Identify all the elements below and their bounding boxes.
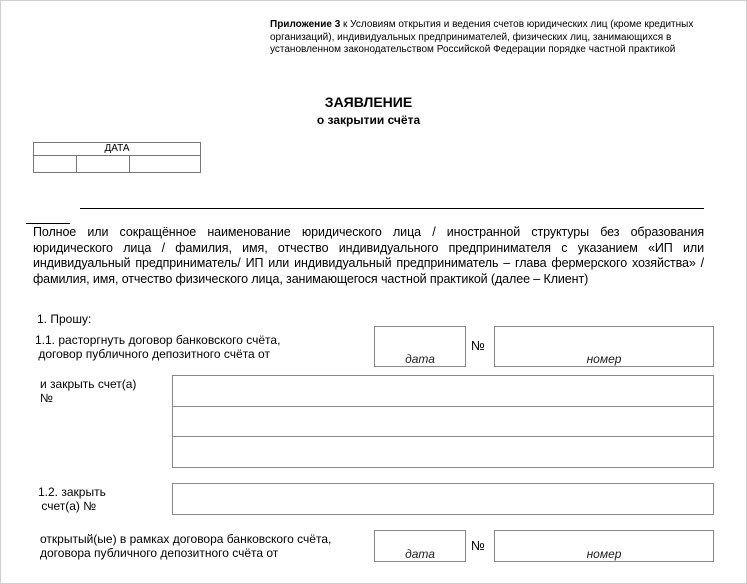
close-accounts-label-line2: № (40, 391, 53, 405)
account-number-field-1[interactable] (172, 375, 714, 408)
appendix-text: к Условиям открытия и ведения счетов юридических лиц (кроме кредитных организаций), индивидуальных предпринимателей, физических лиц, занимающихся в установленном законодательством Российской Федерации порядке частной практикой (270, 19, 694, 55)
opened-under-label-line1: открытый(ые) в рамках договора банковского счёта, (40, 532, 332, 546)
number-hint: номер (586, 352, 622, 366)
number-sign: № (471, 538, 485, 553)
date-month-field[interactable] (77, 156, 130, 173)
item1-2-label-line1: 1.2. закрыть (38, 485, 106, 499)
appendix-bold: Приложение 3 (270, 19, 341, 30)
client-name-underline (80, 208, 704, 209)
date-year-field[interactable] (130, 156, 200, 173)
item1-2-date-field[interactable] (374, 530, 466, 562)
account-number-field-2[interactable] (172, 406, 714, 437)
client-name-underline-continued (26, 223, 70, 224)
date-hint: дата (405, 547, 435, 561)
page-subtitle: о закрытии счёта (316, 113, 421, 127)
item1-1-label-line2: договор публичного депозитного счёта от (35, 347, 270, 361)
item1-1-date-field[interactable] (374, 326, 466, 367)
item1-1-number-field[interactable] (494, 326, 714, 367)
close-accounts-label-line1: и закрыть счет(а) (40, 377, 137, 391)
item1-2-label-line2: счет(а) № (38, 499, 97, 513)
item1-1-label-line1: 1.1. расторгнуть договор банковского счёта, (35, 333, 281, 347)
number-sign: № (471, 338, 485, 353)
item1-2-number-field[interactable] (494, 530, 714, 562)
section1-heading: 1. Прошу: (37, 312, 92, 326)
number-hint: номер (586, 547, 622, 561)
date-day-field[interactable] (34, 156, 77, 173)
item1-2-account-field[interactable] (172, 483, 714, 515)
page-title: ЗАЯВЛЕНИЕ (324, 94, 413, 110)
date-hint: дата (405, 352, 435, 366)
appendix-note (270, 19, 720, 57)
client-name-description: Полное или сокращённое наименование юридического лица / иностранной структуры без образования юридического лица / фамилия, имя, отчество индивидуального предпринимателя с указанием «ИП или индивидуальный предприниматель/ ИП или индивидуальный предприниматель – глава фермерского хозяйства» / фамилия, имя, отчество физического лица, занимающегося частной практикой (далее – Клиент) (33, 225, 704, 286)
opened-under-label-line2: договора публичного депозитного счёта от (40, 546, 279, 560)
date-table-header: ДАТА (34, 143, 200, 156)
account-number-field-3[interactable] (172, 436, 714, 468)
date-table (33, 142, 201, 173)
